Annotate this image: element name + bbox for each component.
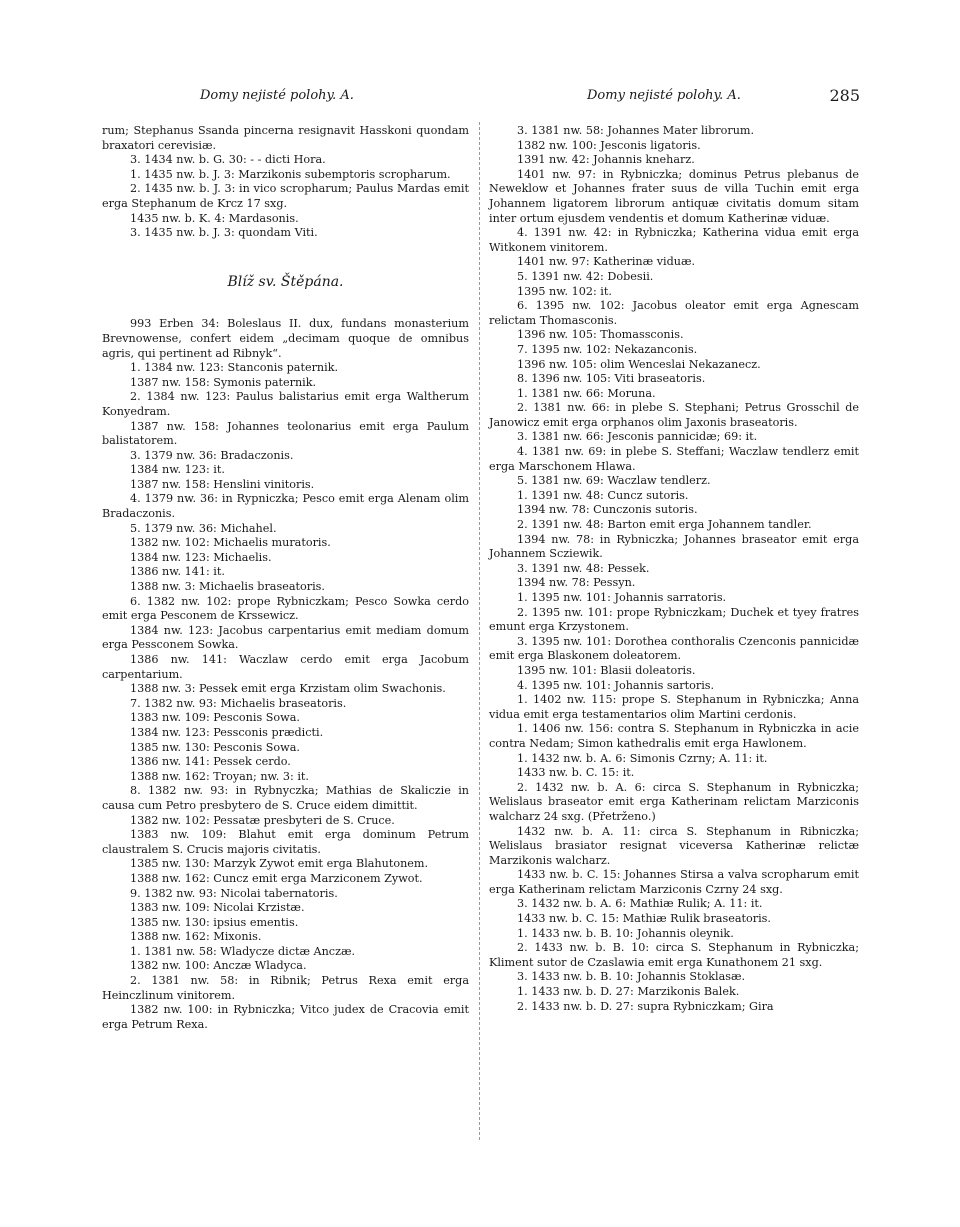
entry-paragraph: 2. 1395 nw. 101: prope Rybniczkam; Duchek et tyey fratres emunt erga Krzystonem. <box>489 605 859 634</box>
entry-paragraph: 2. 1391 nw. 48: Barton emit erga Johannem tandler. <box>517 518 812 532</box>
entry-paragraph: 1. 1381 nw. 66: Moruna. <box>517 386 656 400</box>
entry-paragraph: 1433 nw. b. C. 15: it. <box>517 766 635 780</box>
entry-paragraph: 1385 nw. 130: Marzyk Zywot emit erga Blahutonem. <box>130 857 429 871</box>
left-column <box>102 124 469 1032</box>
entry-paragraph: 2. 1435 nw. b. J. 3: in vico scropharum; Paulus Mardas emit erga Stephanum de Krcz 17 sxg. <box>102 182 469 210</box>
entry-paragraph: 4. 1379 nw. 36: in Rypniczka; Pesco emit erga Alenam olim Bradaczonis. <box>102 492 469 521</box>
entry-paragraph: 1396 nw. 105: Thomassconis. <box>517 328 684 342</box>
entry-paragraph: 6. 1395 nw. 102: Jacobus oleator emit erga Agnescam relictam Thomasconis. <box>489 299 859 327</box>
entry-paragraph: 2. 1381 nw. 58: in Ribnik; Petrus Rexa emit erga Heinczlinum vinitorem. <box>102 974 469 1002</box>
entry-paragraph: 2. 1384 nw. 123: Paulus balistarius emit erga Waltherum Konyedram. <box>102 390 469 418</box>
entry-paragraph: 3. 1379 nw. 36: Bradaczonis. <box>130 448 294 462</box>
entry-paragraph: 1388 nw. 3: Pessek emit erga Krzistam olim Swachonis. <box>130 682 446 696</box>
entry-paragraph: 1382 nw. 102: Michaelis muratoris. <box>130 536 331 550</box>
entry-paragraph: 1387 nw. 158: Henslini vinitoris. <box>130 477 315 491</box>
left-running-title: Domy nejisté polohy. A. <box>200 88 354 103</box>
entry-paragraph: 5. 1379 nw. 36: Michahel. <box>130 521 277 535</box>
entry-paragraph: 3. 1381 nw. 66: Jesconis pannicidæ; 69: it. <box>517 430 758 444</box>
entry-paragraph: 1. 1395 nw. 101: Johannis sarratoris. <box>517 591 727 604</box>
entry-paragraph: 3. 1395 nw. 101: Dorothea conthoralis Czenconis pannicidæ emit erga Blaskonem doleatorem. <box>489 634 859 663</box>
entry-paragraph: 1384 nw. 123: Michaelis. <box>130 550 272 564</box>
entry-paragraph: 1387 nw. 158: Johannes teolonarius emit erga Paulum balistatorem. <box>102 419 469 448</box>
entry-paragraph: 1401 nw. 97: in Rybniczka; dominus Petrus plebanus de Neweklow et Johannes frater suus de villa Tuchin emit erga Johannem ligatorem librorum antiquæ civitatis domum sitam inter ortum ejusdem vendentis et domum Katherinæ viduæ. <box>489 167 859 225</box>
entry-paragraph: 1. 1381 nw. 58: Wladycze dictæ Anczæ. <box>130 944 356 958</box>
entry-paragraph: 8. 1396 nw. 105: Viti braseatoris. <box>517 372 706 386</box>
entry-paragraph: 1. 1384 nw. 123: Stanconis paternik. <box>130 361 339 375</box>
entry-paragraph: 1382 nw. 102: Pessatæ presbyteri de S. Cruce. <box>130 813 395 827</box>
entry-paragraph: 4. 1381 nw. 69: in plebe S. Steffani; Waczlaw tendlerz emit erga Marschonem Hlawa. <box>489 445 859 473</box>
entry-paragraph: 1. 1435 nw. b. J. 3: Marzikonis subemptoris scropharum. <box>130 167 451 181</box>
entry-paragraph: 1382 nw. 100: Anczæ Wladyca. <box>130 959 307 973</box>
entry-paragraph: 3. 1434 nw. b. G. 30: - - dicti Hora. <box>130 153 326 167</box>
entry-paragraph: 8. 1382 nw. 93: in Rybnyczka; Mathias de Skaliczie in causa cum Petro presbytero de S. Cruce eidem dimittit. <box>102 784 469 812</box>
entry-paragraph: 1386 nw. 141: Waczlaw cerdo emit erga Jacobum carpentarium. <box>102 653 469 681</box>
entry-paragraph: 1388 nw. 3: Michaelis braseatoris. <box>130 580 325 594</box>
section-title: Blíž sv. Štěpána. <box>227 273 344 290</box>
entry-paragraph: 1384 nw. 123: Jacobus carpentarius emit mediam domum erga Pessconem Sowka. <box>102 623 469 652</box>
entry-paragraph: 1. 1402 nw. 115: prope S. Stephanum in Rybniczka; Anna vidua emit erga testamentarios olim Martini cerdonis. <box>489 693 859 721</box>
entry-paragraph: 1383 nw. 109: Pesconis Sowa. <box>130 711 300 725</box>
entry-paragraph: 9. 1382 nw. 93: Nicolai tabernatoris. <box>130 886 338 900</box>
entry-paragraph: 1383 nw. 109: Blahut emit erga dominum Petrum claustralem S. Crucis majoris civitatis. <box>102 828 469 856</box>
entry-paragraph: 3. 1381 nw. 58: Johannes Mater librorum. <box>517 124 755 137</box>
entry-paragraph: 1391 nw. 42: Johannis kneharz. <box>517 153 695 167</box>
entry-paragraph: 1. 1391 nw. 48: Cuncz sutoris. <box>517 488 689 502</box>
entry-paragraph: 1394 nw. 78: Cunczonis sutoris. <box>517 503 698 517</box>
entry-paragraph: 1. 1406 nw. 156: contra S. Stephanum in Rybniczka in acie contra Nedam; Simon kathedralis emit erga Hawlonem. <box>489 722 859 750</box>
entry-paragraph: 1382 nw. 100: in Rybniczka; Vitco judex de Cracovia emit erga Petrum Rexa. <box>102 1003 469 1031</box>
entry-paragraph: 1384 nw. 123: Pessconis prædicti. <box>130 725 324 739</box>
entry-paragraph: 1386 nw. 141: it. <box>130 565 225 579</box>
entry-paragraph: 7. 1395 nw. 102: Nekazanconis. <box>517 342 698 356</box>
left-entries-block <box>102 317 469 1032</box>
running-header <box>100 88 860 110</box>
entry-paragraph: 5. 1391 nw. 42: Dobesii. <box>517 269 654 283</box>
entry-paragraph: 1388 nw. 162: Troyan; nw. 3: it. <box>130 769 309 783</box>
entry-paragraph: 2. 1433 nw. b. B. 10: circa S. Stephanum in Rybniczka; Kliment sutor de Czaslawia emit erga Kunathonem 21 sxg. <box>489 941 859 969</box>
entry-paragraph: 1387 nw. 158: Symonis paternik. <box>130 375 317 389</box>
entry-paragraph: 1394 nw. 78: Pessyn. <box>517 576 636 590</box>
entry-paragraph: 1394 nw. 78: in Rybniczka; Johannes braseator emit erga Johannem Scziewik. <box>489 532 859 561</box>
entry-paragraph: 1388 nw. 162: Mixonis. <box>130 930 262 944</box>
entry-paragraph: 2. 1432 nw. b. A. 6: circa S. Stephanum in Rybniczka; Welislaus braseator emit erga Katherinam relictam Marziconis walcharz 24 sxg. (Přetrženo.) <box>489 780 859 823</box>
entry-paragraph: 1. 1432 nw. b. A. 6: Simonis Czrny; A. 11: it. <box>517 751 768 765</box>
entry-paragraph: 1433 nw. b. C. 15: Johannes Stirsa a valva scropharum emit erga Katherinam relictam Marziconis Czrny 24 sxg. <box>489 868 859 896</box>
entry-paragraph: 1432 nw. b. A. 11: circa S. Stephanum in Ribniczka; Welislaus brasiator resignat viceversa Katherinæ relictæ Marzikonis walcharz. <box>489 824 859 867</box>
entry-paragraph: rum; Stephanus Ssanda pincerna resignavit Hasskoni quondam braxatori cerevisiæ. <box>102 124 469 152</box>
entry-paragraph: 1382 nw. 100: Jesconis ligatoris. <box>517 138 701 152</box>
column-divider <box>479 122 480 1140</box>
entry-paragraph: 6. 1382 nw. 102: prope Rybniczkam; Pesco Sowka cerdo emit erga Pesconem de Krssewicz. <box>102 594 469 623</box>
page-number: 285 <box>829 86 860 105</box>
entry-paragraph: 5. 1381 nw. 69: Waczlaw tendlerz. <box>517 474 711 488</box>
entry-paragraph: 1384 nw. 123: it. <box>130 463 225 477</box>
entry-paragraph: 3. 1391 nw. 48: Pessek. <box>517 561 650 575</box>
entry-paragraph: 1396 nw. 105: olim Wenceslai Nekazanecz. <box>517 357 761 371</box>
entry-paragraph: 2. 1433 nw. b. D. 27: supra Rybniczkam; Gira <box>517 999 774 1013</box>
entry-paragraph: 2. 1381 nw. 66: in plebe S. Stephani; Petrus Grosschil de Janowicz emit erga orphanos olim Jaxonis braseatoris. <box>489 401 859 429</box>
entry-paragraph: 1383 nw. 109: Nicolai Krzistæ. <box>130 901 305 915</box>
entry-paragraph: 3. 1433 nw. b. B. 10: Johannis Stoklasæ. <box>517 970 746 984</box>
entry-paragraph: 1385 nw. 130: Pesconis Sowa. <box>130 740 300 754</box>
right-entries-block <box>489 124 859 1014</box>
entry-paragraph: 1. 1433 nw. b. D. 27: Marzikonis Balek. <box>517 985 740 999</box>
entry-paragraph: 3. 1432 nw. b. A. 6: Mathiæ Rulik; A. 11: it. <box>517 897 763 911</box>
entry-paragraph: 7. 1382 nw. 93: Michaelis braseatoris. <box>130 696 347 710</box>
entry-paragraph: 1386 nw. 141: Pessek cerdo. <box>130 755 291 769</box>
right-column <box>489 124 859 1014</box>
entry-paragraph: 1435 nw. b. K. 4: Mardasonis. <box>130 211 299 225</box>
entry-paragraph: 1401 nw. 97: Katherinæ viduæ. <box>517 255 696 269</box>
left-intro-block <box>102 124 469 241</box>
entry-paragraph: 1385 nw. 130: ipsius ementis. <box>130 915 299 929</box>
entry-paragraph: 1433 nw. b. C. 15: Mathiæ Rulik braseatoris. <box>517 912 771 926</box>
entry-paragraph: 4. 1395 nw. 101: Johannis sartoris. <box>517 678 715 692</box>
entry-paragraph: 1395 nw. 101: Blasii doleatoris. <box>517 663 696 677</box>
entry-paragraph: 3. 1435 nw. b. J. 3: quondam Viti. <box>130 226 318 240</box>
entry-paragraph: 1388 nw. 162: Cuncz emit erga Marziconem Zywot. <box>130 871 423 885</box>
entry-paragraph: 993 Erben 34: Boleslaus II. dux, fundans monasterium Brevnowense, confert eidem „decimam quoque de omnibus agris, qui pertinent ad Ribnyk“. <box>102 317 469 360</box>
entry-paragraph: 1. 1433 nw. b. B. 10: Johannis oleynik. <box>517 926 734 940</box>
right-running-title: Domy nejisté polohy. A. <box>587 88 741 103</box>
entry-paragraph: 1395 nw. 102: it. <box>517 284 612 298</box>
entry-paragraph: 4. 1391 nw. 42: in Rybniczka; Katherina vidua emit erga Witkonem vinitorem. <box>489 226 859 254</box>
